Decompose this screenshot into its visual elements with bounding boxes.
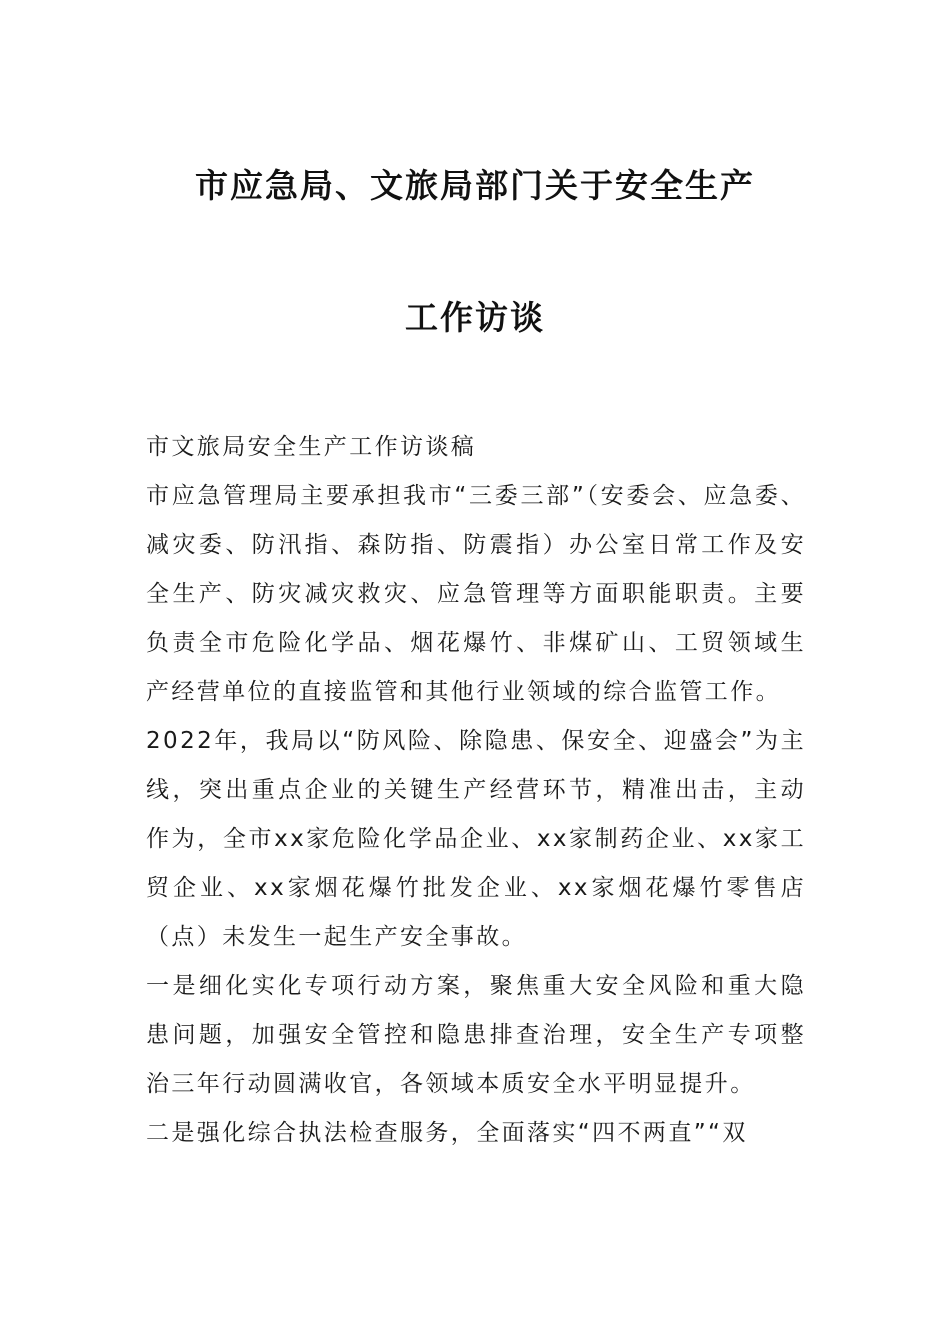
paragraph-point-one: 一是细化实化专项行动方案，聚焦重大安全风险和重大隐患问题，加强安全管控和隐患排查治理，安全生产专项整治三年行动圆满收官，各领域本质安全水平明显提升。	[146, 973, 806, 1097]
paragraph-subtitle: 市文旅局安全生产工作访谈稿	[146, 434, 477, 460]
paragraph-duties: 市应急管理局主要承担我市“三委三部”（安委会、应急委、减灾委、防汛指、森防指、防震指）办公室日常工作及安全生产、防灾减灾救灾、应急管理等方面职能职责。主要负责全市危险化学品、烟花爆竹、非煤矿山、工贸领域生产经营单位的直接监管和其他行业领域的综合监管工作。	[146, 483, 806, 705]
paragraph-point-two: 二是强化综合执法检查服务，全面落实“四不两直”“双	[146, 1120, 748, 1146]
paragraph-2022-summary: 2022年，我局以“防风险、除隐患、保安全、迎盛会”为主线，突出重点企业的关键生产经营环节，精准出击，主动作为，全市xx家危险化学品企业、xx家制药企业、xx家工贸企业、xx家烟花爆竹批发企业、xx家烟花爆竹零售店（点）未发生一起生产安全事故。	[146, 728, 806, 950]
document-title-line-2: 工作访谈	[405, 298, 545, 337]
document-title-line-1: 市应急局、文旅局部门关于安全生产	[195, 166, 755, 205]
document-body	[146, 423, 806, 1158]
